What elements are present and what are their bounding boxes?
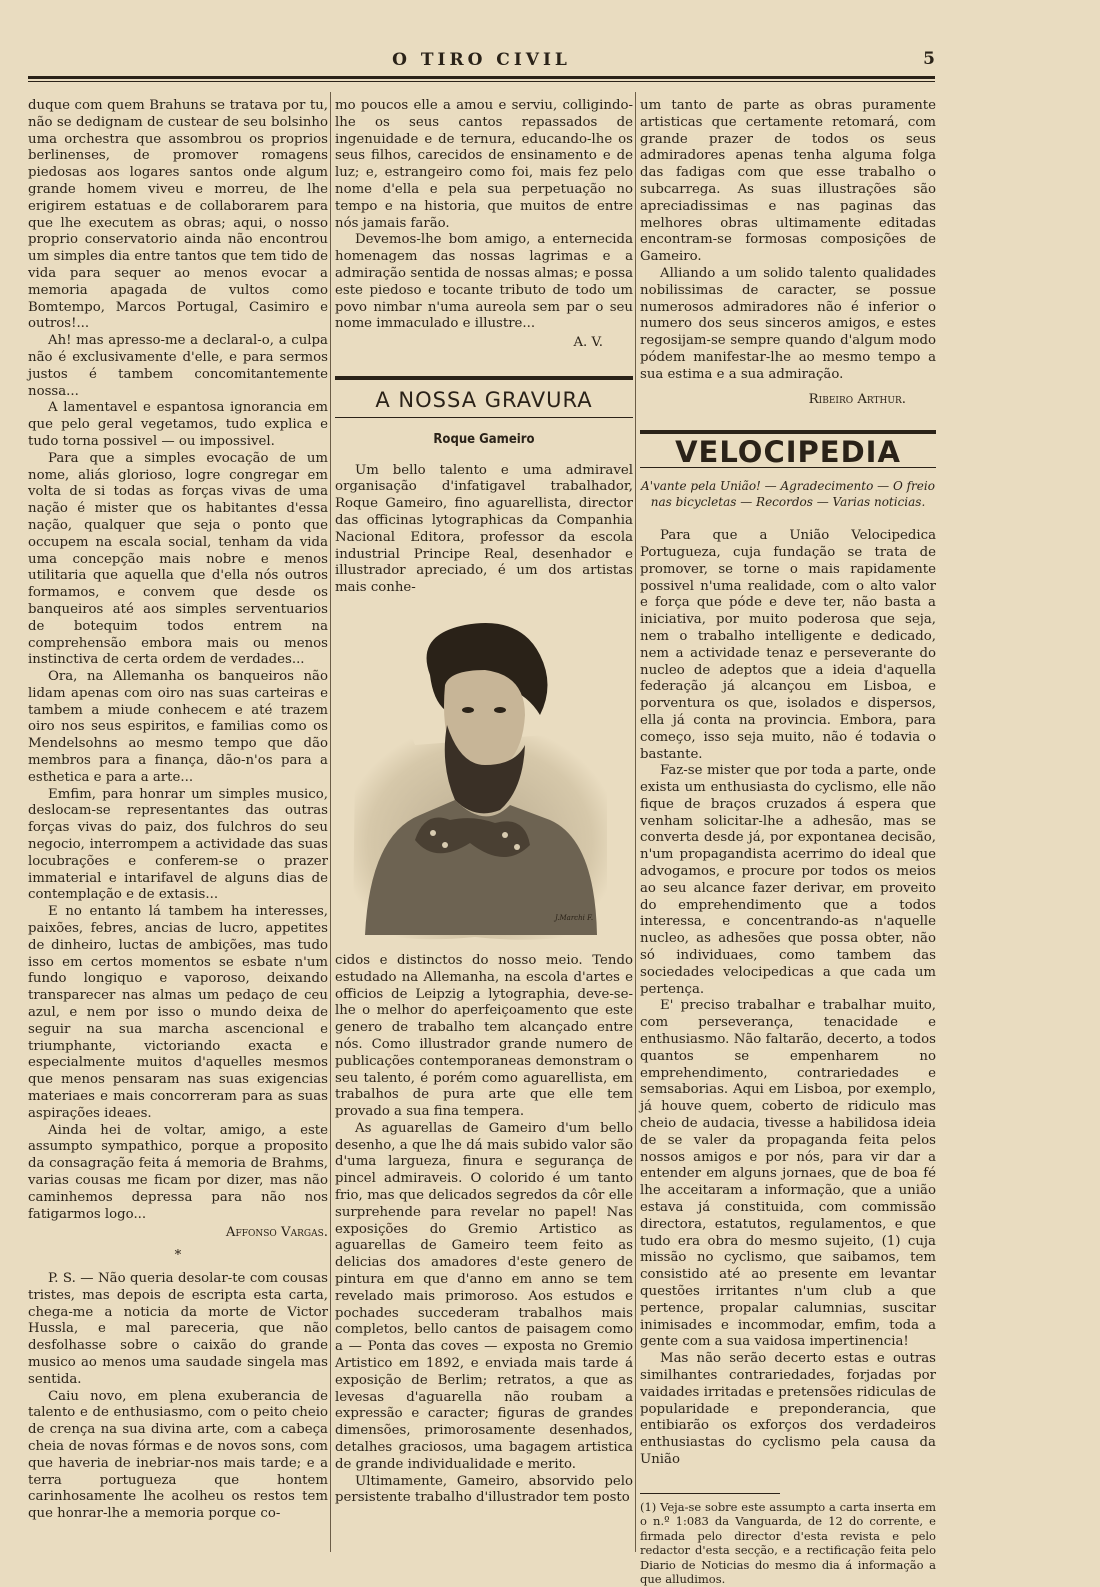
paragraph: Devemos-lhe bom amigo, a enternecida homenagem das nossas lagrimas e a admiração sentida de nossas almas; e possa este piedoso e tocante tributo de todo um povo nimbar n'uma aureola sem par o seu nome immaculado e illustre...	[335, 232, 633, 332]
paragraph: Ora, na Allemanha os banqueiros não lidam apenas com oiro nas suas carteiras e tambem a miude conhecem e até trazem oiro nos seus espiritos, e familias como os Mendelsohns ao mesmo tempo que dão membros para a finança, dão-n'os para a esthetica e para a arte...	[28, 669, 328, 785]
paragraph: Para que a União Velocipedica Portugueza, cuja fundação se trata de promover, se torne o mais rapidamente possivel n'uma realidade, com o alto valor e força que póde e deve ter, não basta a iniciativa, por muito poderosa que seja, nem o trabalho intelligente e dedicado, nem a actividade tenaz e perseverante do nucleo de adeptos que a ideia d'aquella federação já alcançou em Lisboa, e porventura os que, isolados e dispersos, ella já conta na provincia. Embora, para começo, isso seja muito, não é todavia o bastante.	[640, 528, 936, 762]
paragraph: Ah! mas apresso-me a declaral-o, a culpa não é exclusivamente d'elle, e para sermos justos é tambem concomitantemente nossa...	[28, 333, 328, 399]
postscript-paragraph: Caiu novo, em plena exuberancia de talento e de enthusiasmo, com o peito cheio de crença na sua divina arte, com a cabeça cheia de novas fórmas e de novos sons, com que haveria de inebriar-nos mais tarde; e a terra portugueza que hontem carinhosamente lhe acolheu os restos tem que honrar-lhe a memoria porque co-	[28, 1388, 328, 1522]
paragraph: Ainda hei de voltar, amigo, a este assumpto sympathico, porque a proposito da consagração feita á memoria de Brahms, varias cousas me ficam por dizer, mas não caminhemos depressa para não nos fatigarmos logo...	[28, 1122, 328, 1222]
paragraph: Um bello talento e uma admiravel organisação d'infatigavel trabalhador, Roque Gameiro, fino aguarellista, director das officinas lytographicas da Companhia Nacional Editora, professor da escola industrial Principe Real, desenhador e illustrador apreciado, é um dos artistas mais conhe-	[335, 462, 633, 596]
paragraph: A lamentavel e espantosa ignorancia em que pelo geral vegetamos, tudo explica e tudo torna possivel — ou impossivel.	[28, 400, 328, 449]
page-number: 5	[923, 49, 935, 69]
portrait-engraving	[335, 615, 633, 945]
section-subtitle: A'vante pela União! — Agradecimento — O freio nas bicycletas — Recordos — Varias noticias.	[641, 479, 935, 510]
author-signature: Affonso Vargas.	[225, 1225, 328, 1241]
paragraph: Mas não serão decerto estas e outras similhantes contrariedades, forjadas por vaidades irritadas e pretensões ridiculas de popularidade e preponderancia, que entibiarão os exforços dos verdadeiros enthusiastas do cyclismo pela causa da União	[640, 1351, 936, 1467]
separator-star: *	[174, 1248, 182, 1264]
portrait-artist-signature: J.Marchi F.	[555, 913, 594, 922]
paragraph: mo poucos elle a amou e serviu, colligindo-lhe os seus cantos repassados de ingenuidade e de ternura, educando-lhe os seus filhos, carecidos de ensinamento e de luz; e, estrangeiro como foi, mais fez pelo nome d'ella e pela sua perpetuação no tempo e na historia, que muitos de entre nós jamais farão.	[335, 98, 633, 231]
section-title-velocipedia: VELOCIPEDIA	[640, 430, 936, 468]
author-signature: A. V.	[573, 335, 603, 351]
section-title-gravura: A NOSSA GRAVURA	[335, 376, 633, 418]
page-header	[28, 46, 935, 82]
column-divider	[635, 92, 636, 1552]
portrait-illustration	[345, 615, 615, 945]
column-right	[640, 98, 936, 1587]
paragraph: duque com quem Brahuns se tratava por tu, não se dedignam de custear de seu bolsinho uma orchestra que assombrou os proprios berlinenses, de promover romagens piedosas aos logares santos onde algum grande homem viveu e morreu, de lhe erigirem estatuas e de collaborarem para que lhe executem as obras; aqui, o nosso proprio conservatorio ainda não encontrou um simples dia entre tantos que tem tido de vida para sequer ao menos evocar a memoria apagada de vultos como Bomtempo, Marcos Portugal, Casimiro e outros!...	[28, 98, 328, 332]
paragraph: Faz-se mister que por toda a parte, onde exista um enthusiasta do cyclismo, elle não fique de braços cruzados á espera que venham solicitar-lhe a adhesão, mas se converta desde já, por expontanea decisão, n'um propagandista acerrimo do ideal que advogamos, e procure por todos os meios ao seu alcance fazer derivar, em proveito do emprehendimento que a todos interessa, e concentrando-as n'aquelle nucleo, as adhesões que possa obter, não só individuaes, como tambem das sociedades velocipedicas a que cada um pertença.	[640, 763, 936, 997]
paragraph: cidos e distinctos do nosso meio. Tendo estudado na Allemanha, na escola d'artes e officios de Leipzig a lytographia, deve-se-lhe o melhor do aperfeiçoamento que este genero de trabalho tem alcançado entre nós. Como illustrador grande numero de publicações contemporaneas demonstram o seu talento, é porém como aguarellista, em trabalhos de pura arte que elle tem provado a sua fina tempera.	[335, 952, 633, 1120]
paragraph: Para que a simples evocação de um nome, aliás glorioso, logre congregar em volta de si todas as forças vivas de uma nação é mister que os habitantes d'essa nação, qualquer que seja o ponto que occupem na escala social, tenham da vida uma concepção mais nobre e menos utilitaria que aquella que d'ella nós outros formamos, e convem que desde os banqueiros até aos simples serventuarios de botequim todos entrem na comprehensão embora mais ou menos instinctiva de certa ordem de verdades...	[28, 450, 328, 668]
paragraph: Ultimamente, Gameiro, absorvido pelo persistente trabalho d'illustrador tem posto	[335, 1473, 633, 1506]
column-left	[28, 98, 328, 1523]
masthead-title: O TIRO CIVIL	[392, 50, 571, 70]
section-subtitle: Roque Gameiro	[433, 431, 535, 447]
paragraph: Emfim, para honrar um simples musico, deslocam-se representantes das outras forças vivas do paiz, dos fulchros do seu negocio, interrompem a actividade das suas locubrações e conferem-se o prazer immaterial e intarifavel de alguns dias de contemplação e de extasis...	[28, 786, 328, 903]
column-middle	[335, 98, 633, 1507]
postscript-paragraph: P. S. — Não queria desolar-te com cousas tristes, mas depois de escripta esta carta, chega-me a noticia da morte de Victor Hussla, e mal pareceria, que não desfolhasse sobre o caixão do grande musico ao menos uma saudade singela mas sentida.	[28, 1270, 328, 1387]
paragraph: E' preciso trabalhar e trabalhar muito, com perseverança, tenacidade e enthusiasmo. Não faltarão, decerto, a todos quantos se empenharem no emprehendimento, contrariedades e semsaborias. Aqui em Lisboa, por exemplo, já houve quem, coberto de ridiculo mas cheio de audacia, tivesse a habilidosa ideia de se valer da propaganda feita pelos nossos amigos e por nós, para vir dar a entender em alguns jornaes, que de boa fé lhe acceitaram a informação, que a união estava já constituida, com commissão directora, estatutos, regulamentos, e que tudo era obra do mesmo sujeito, (1) cuja missão no cyclismo, que saibamos, tem consistido até ao presente em levantar questões irritantes n'um club a que pertence, propalar calumnias, suscitar inimisades e incommodar, emfim, toda a gente com a sua vaidosa impertinencia!	[640, 998, 936, 1350]
author-signature: Ribeiro Arthur.	[808, 391, 906, 407]
footnote: (1) Veja-se sobre este assumpto a carta inserta em o n.º 1:083 da Vanguarda, de 12 do corrente, e firmada pelo director d'esta revista e pelo redactor d'esta secção, e a rectificação feita pelo Diario de Noticias do mesmo dia á informação a que alludimos.	[640, 1499, 936, 1587]
paragraph: um tanto de parte as obras puramente artisticas que certamente retomará, com grande prazer de todos os seus admiradores apenas tenha alguma folga das fadigas com que esse trabalho o subcarrega. As suas illustrações são apreciadissimas e nas paginas das melhores obras ultimamente editadas encontram-se formosas composições de Gameiro.	[640, 98, 936, 265]
column-divider	[330, 92, 331, 1552]
paragraph: Alliando a um solido talento qualidades nobilissimas de caracter, se possue numerosos admiradores não é inferior o numero dos seus sinceros amigos, e estes regosijam-se sempre quando d'algum modo pódem manifestar-lhe ao mesmo tempo a sua estima e a sua admiração.	[640, 265, 936, 382]
header-rule-thin	[28, 81, 935, 82]
paragraph: As aguarellas de Gameiro d'um bello desenho, a que lhe dá mais subido valor são d'uma largueza, finura e segurança de pincel admiraveis. O colorido é um tanto frio, mas que delicados segredos da côr elle surprehende para revelar no papel! Nas exposições do Gremio Artistico as aguarellas de Gameiro teem feito as delicias dos amadores d'este genero de pintura em que d'anno em anno se tem revelado mais primoroso. Aos estudos e pochades succederam trabalhos mais completos, bello cantos de paisagem como a — Ponta das coves — exposta no Gremio Artistico em 1892, e enviada mais tarde á exposição de Berlim; retratos, a que as levesas d'aguarella não roubam a expressão e caracter; figuras de grandes dimensões, primorosamente desenhados, detalhes graciosos, uma bagagem artistica de grande individualidade e merito.	[335, 1120, 633, 1472]
paragraph: E no entanto lá tambem ha interesses, paixões, febres, ancias de lucro, appetites de dinheiro, luctas de ambições, mas tudo isso em certos momentos se esbate n'um fundo longiquo e vaporoso, deixando transparecer nas almas um pedaço de ceu azul, e nem por isso o mundo deixa de seguir na sua marcha ascencional e triumphante, victoriando exacta e especialmente muitos d'aquelles mesmos que menos pensaram nas suas exigencias materiaes e mais concorreram para as suas aspirações ideaes.	[28, 904, 328, 1121]
header-rule-thick	[28, 76, 935, 79]
footnote-rule	[640, 1493, 780, 1498]
